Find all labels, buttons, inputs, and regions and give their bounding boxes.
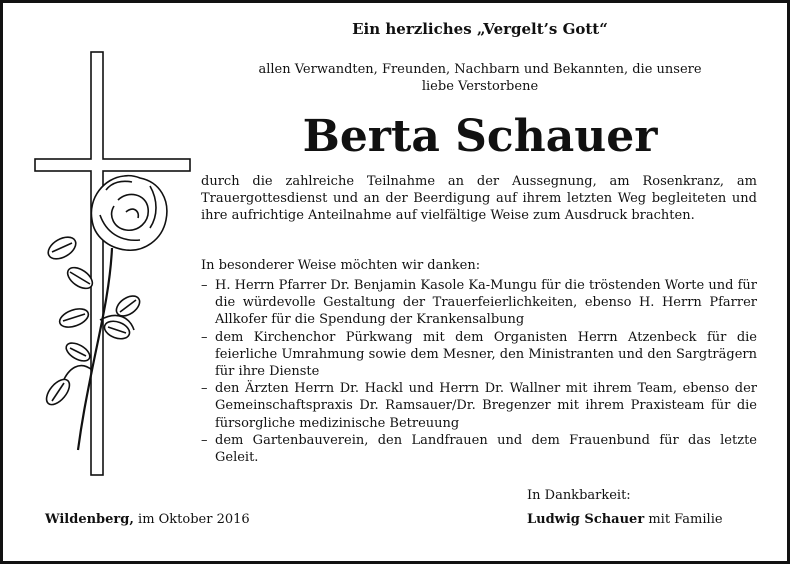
cross-and-rose-illustration: [0, 0, 200, 500]
body-paragraph: durch die zahlreiche Teilnahme an der Aussegnung, am Rosenkranz, am Trauergottesdienst und an der Beerdigung auf ihrem letzten Weg begleiteten und ihre aufrichtige Anteilnahme auf vielfältige Weise zum Ausdruck brachten.: [201, 174, 757, 223]
family-suffix: mit Familie: [648, 512, 723, 527]
list-item: – den Ärzten Herrn Dr. Hackl und Herrn Dr. Wallner mit ihrem Team, ebenso der Gemeinschaftspraxis Dr. Ramsauer/Dr. Bregenzer mit ihrem Praxisteam für die fürsorgliche medizinische Betreuung: [201, 380, 757, 432]
cross-icon: [35, 52, 190, 475]
intro-text: [200, 61, 760, 95]
list-item: – dem Gartenbauverein, den Landfrauen und dem Frauenbund für das letzte Geleit.: [201, 432, 757, 466]
list-item: – dem Kirchenchor Pürkwang mit dem Organisten Herrn Atzenbeck für die feierliche Umrahmung sowie dem Mesner, den Ministranten und den Sargträgern für ihre Dienste: [201, 329, 757, 381]
list-item: – H. Herrn Pfarrer Dr. Benjamin Kasole Ka-Mungu für die tröstenden Worte und für die würdevolle Gestaltung der Trauerfeierlichkeiten, ebenso H. Herrn Pfarrer Allkofer für die Spendung der Krankensalbung: [201, 277, 757, 329]
deceased-name: Berta Schauer: [302, 111, 658, 162]
family-signature: [527, 512, 723, 527]
heading: Ein herzliches „Vergelt’s Gott“: [352, 20, 608, 38]
thanks-intro: In besonderer Weise möchten wir danken:: [201, 258, 481, 273]
place: Wildenberg,: [45, 512, 134, 527]
intro-line-2: liebe Verstorbene: [421, 79, 539, 94]
thanks-list: [201, 277, 757, 466]
family-name: Ludwig Schauer: [527, 512, 645, 527]
date: im Oktober 2016: [138, 512, 250, 527]
place-and-date: [45, 512, 250, 527]
rose-icon: [42, 176, 167, 450]
intro-line-1: allen Verwandten, Freunden, Nachbarn und Bekannten, die unsere: [258, 62, 702, 77]
signoff-label: In Dankbarkeit:: [527, 488, 631, 503]
